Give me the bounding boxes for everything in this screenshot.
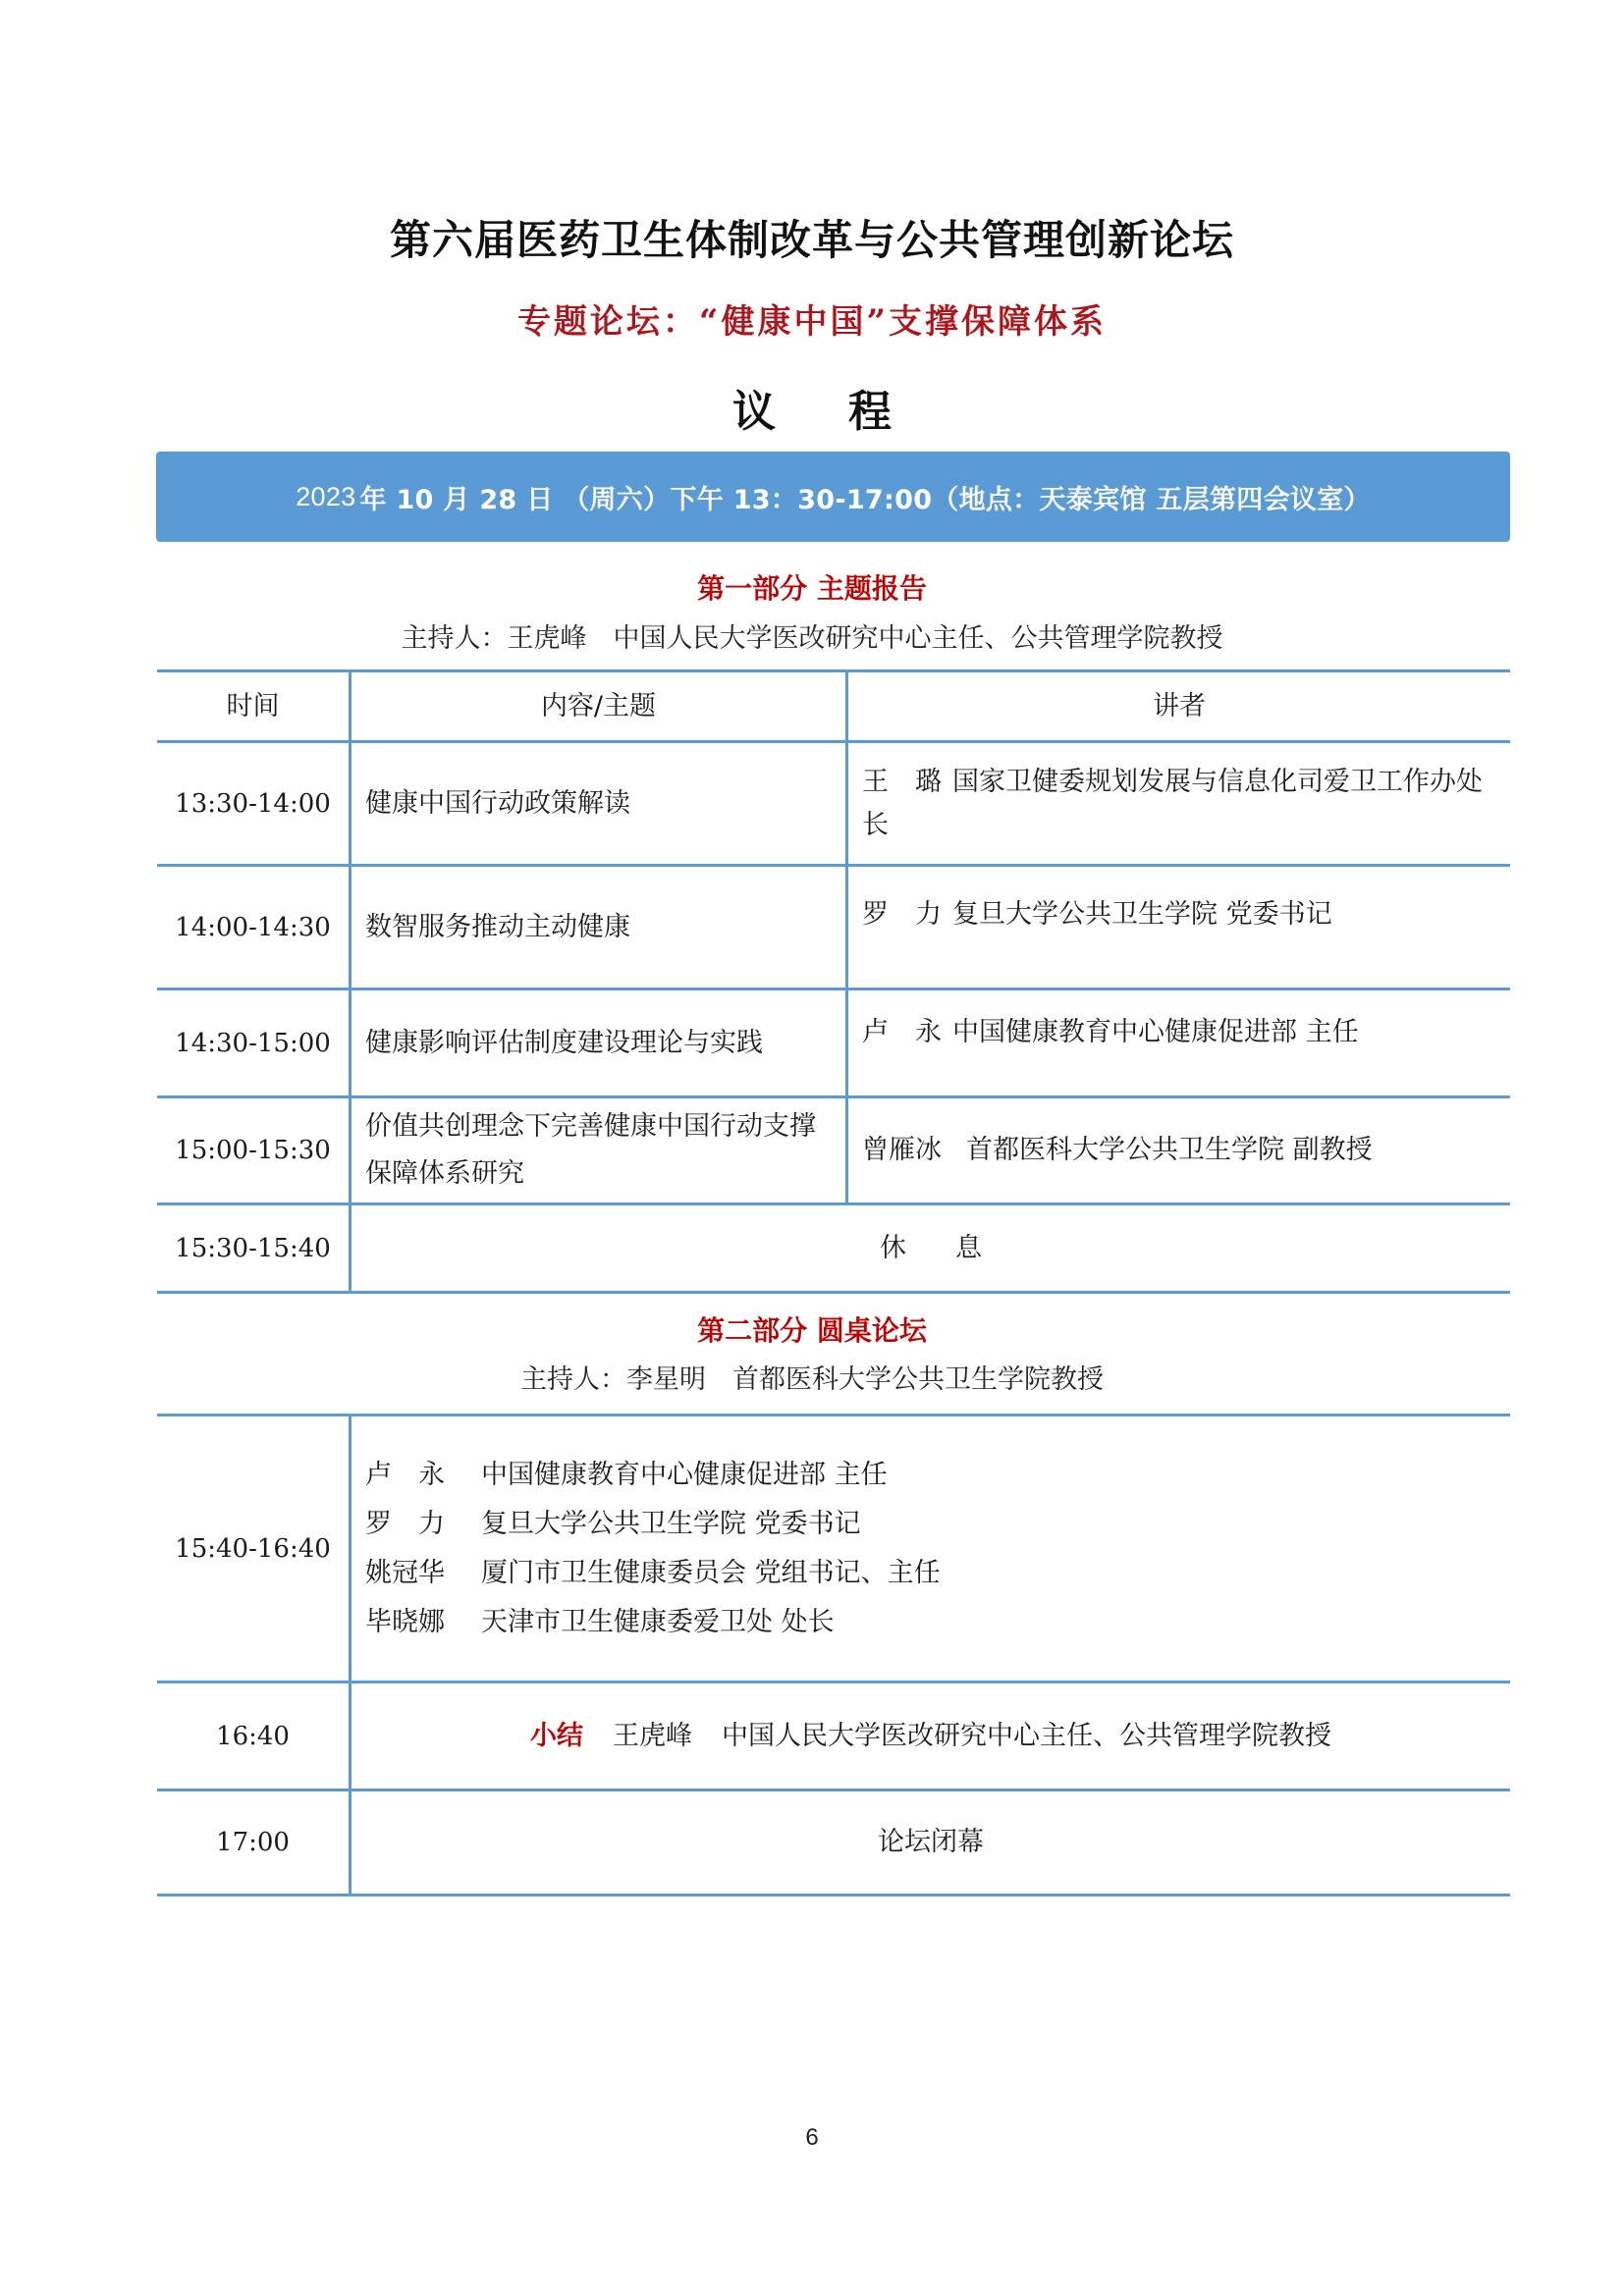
closing-label: 论坛闭幕 xyxy=(878,1827,984,1857)
panel-member-name: 毕晓娜 xyxy=(365,1606,445,1637)
row-time: 14:00-14:30 xyxy=(175,912,331,942)
panel-member-title: 厦门市卫生健康委员会 党组书记、主任 xyxy=(481,1557,941,1588)
speaker-name: 卢 永 xyxy=(862,1016,942,1047)
row-speaker xyxy=(848,980,1510,1085)
row-topic: 价值共创理念下完善健康中国行动支撑保障体系研究 xyxy=(365,1111,816,1189)
speaker-title: 国家卫健委规划发展与信息化司爱卫工作办处长 xyxy=(862,766,1483,840)
summary-title: 中国人民大学医改研究中心主任、公共管理学院教授 xyxy=(722,1720,1331,1751)
panel-member xyxy=(365,1598,941,1647)
panel-members xyxy=(352,1416,1510,1681)
summary-label: 小结 xyxy=(530,1720,583,1751)
table-rule xyxy=(157,1291,1510,1294)
summary-name: 王虎峰 xyxy=(613,1720,692,1751)
agenda-heading xyxy=(0,376,1624,439)
document-subtitle: 专题论坛：“健康中国”支撑保障体系 xyxy=(516,302,1108,342)
panel-member-name: 卢 永 xyxy=(365,1459,445,1490)
part1-title: 第一部分 主题报告 xyxy=(697,572,927,605)
panel-member xyxy=(365,1500,941,1549)
panel-time: 15:40-16:40 xyxy=(175,1533,331,1564)
header-speaker: 讲者 xyxy=(1153,690,1206,721)
agenda-heading-char-1: 议 xyxy=(732,387,776,437)
row-time: 14:30-15:00 xyxy=(175,1028,331,1058)
row-speaker xyxy=(848,854,1510,975)
panel-member-name: 姚冠华 xyxy=(365,1557,445,1588)
panel-member-name: 罗 力 xyxy=(365,1508,445,1539)
row-topic: 数智服务推动主动健康 xyxy=(365,911,630,942)
closing-time: 17:00 xyxy=(216,1828,290,1857)
table-rule xyxy=(157,1894,1510,1896)
banner-text: 年 10 月 28 日 （周六）下午 13：30-17:00（地点：天泰宾馆 五层第四会议室） xyxy=(359,484,1371,515)
speaker-title: 中国健康教育中心健康促进部 主任 xyxy=(952,1016,1359,1047)
speaker-name: 王 璐 xyxy=(862,766,942,797)
part2-host: 主持人：李星明 首都医科大学公共卫生学院教授 xyxy=(520,1364,1104,1395)
document-title: 第六届医药卫生体制改革与公共管理创新论坛 xyxy=(389,216,1234,264)
break-label xyxy=(352,1205,1510,1291)
panel-member xyxy=(365,1451,941,1500)
row-topic: 健康影响评估制度建设理论与实践 xyxy=(365,1027,763,1058)
panel-member-title: 天津市卫生健康委爱卫处 处长 xyxy=(481,1606,835,1637)
row-time: 13:30-14:00 xyxy=(175,788,331,819)
part1-host: 主持人：王虎峰 中国人民大学医改研究中心主任、公共管理学院教授 xyxy=(401,623,1223,654)
break-label-char-2: 息 xyxy=(955,1232,982,1263)
break-time: 15:30-15:40 xyxy=(175,1233,331,1263)
banner-year: 2023 xyxy=(296,481,356,511)
panel-member-title: 复旦大学公共卫生学院 党委书记 xyxy=(481,1508,861,1539)
summary-content xyxy=(352,1683,1510,1789)
row-topic: 健康中国行动政策解读 xyxy=(365,787,630,819)
summary-time: 16:40 xyxy=(216,1721,290,1751)
date-location-banner xyxy=(156,452,1510,542)
header-time: 时间 xyxy=(226,690,280,721)
row-time: 15:00-15:30 xyxy=(175,1136,331,1165)
speaker-title: 首都医科大学公共卫生学院 副教授 xyxy=(966,1135,1373,1165)
panel-member-title: 中国健康教育中心健康促进部 主任 xyxy=(481,1459,888,1490)
speaker-name: 曾雁冰 xyxy=(862,1135,942,1165)
agenda-heading-char-2: 程 xyxy=(848,387,892,437)
row-speaker xyxy=(848,1098,1510,1202)
break-label-char-1: 休 xyxy=(880,1232,906,1263)
part2-title: 第二部分 圆桌论坛 xyxy=(697,1314,927,1347)
panel-member xyxy=(365,1549,941,1598)
speaker-name: 罗 力 xyxy=(862,898,942,930)
header-topic: 内容/主题 xyxy=(540,690,657,721)
row-speaker xyxy=(848,743,1510,864)
speaker-title: 复旦大学公共卫生学院 党委书记 xyxy=(952,898,1332,930)
page-number: 6 xyxy=(805,2124,819,2151)
